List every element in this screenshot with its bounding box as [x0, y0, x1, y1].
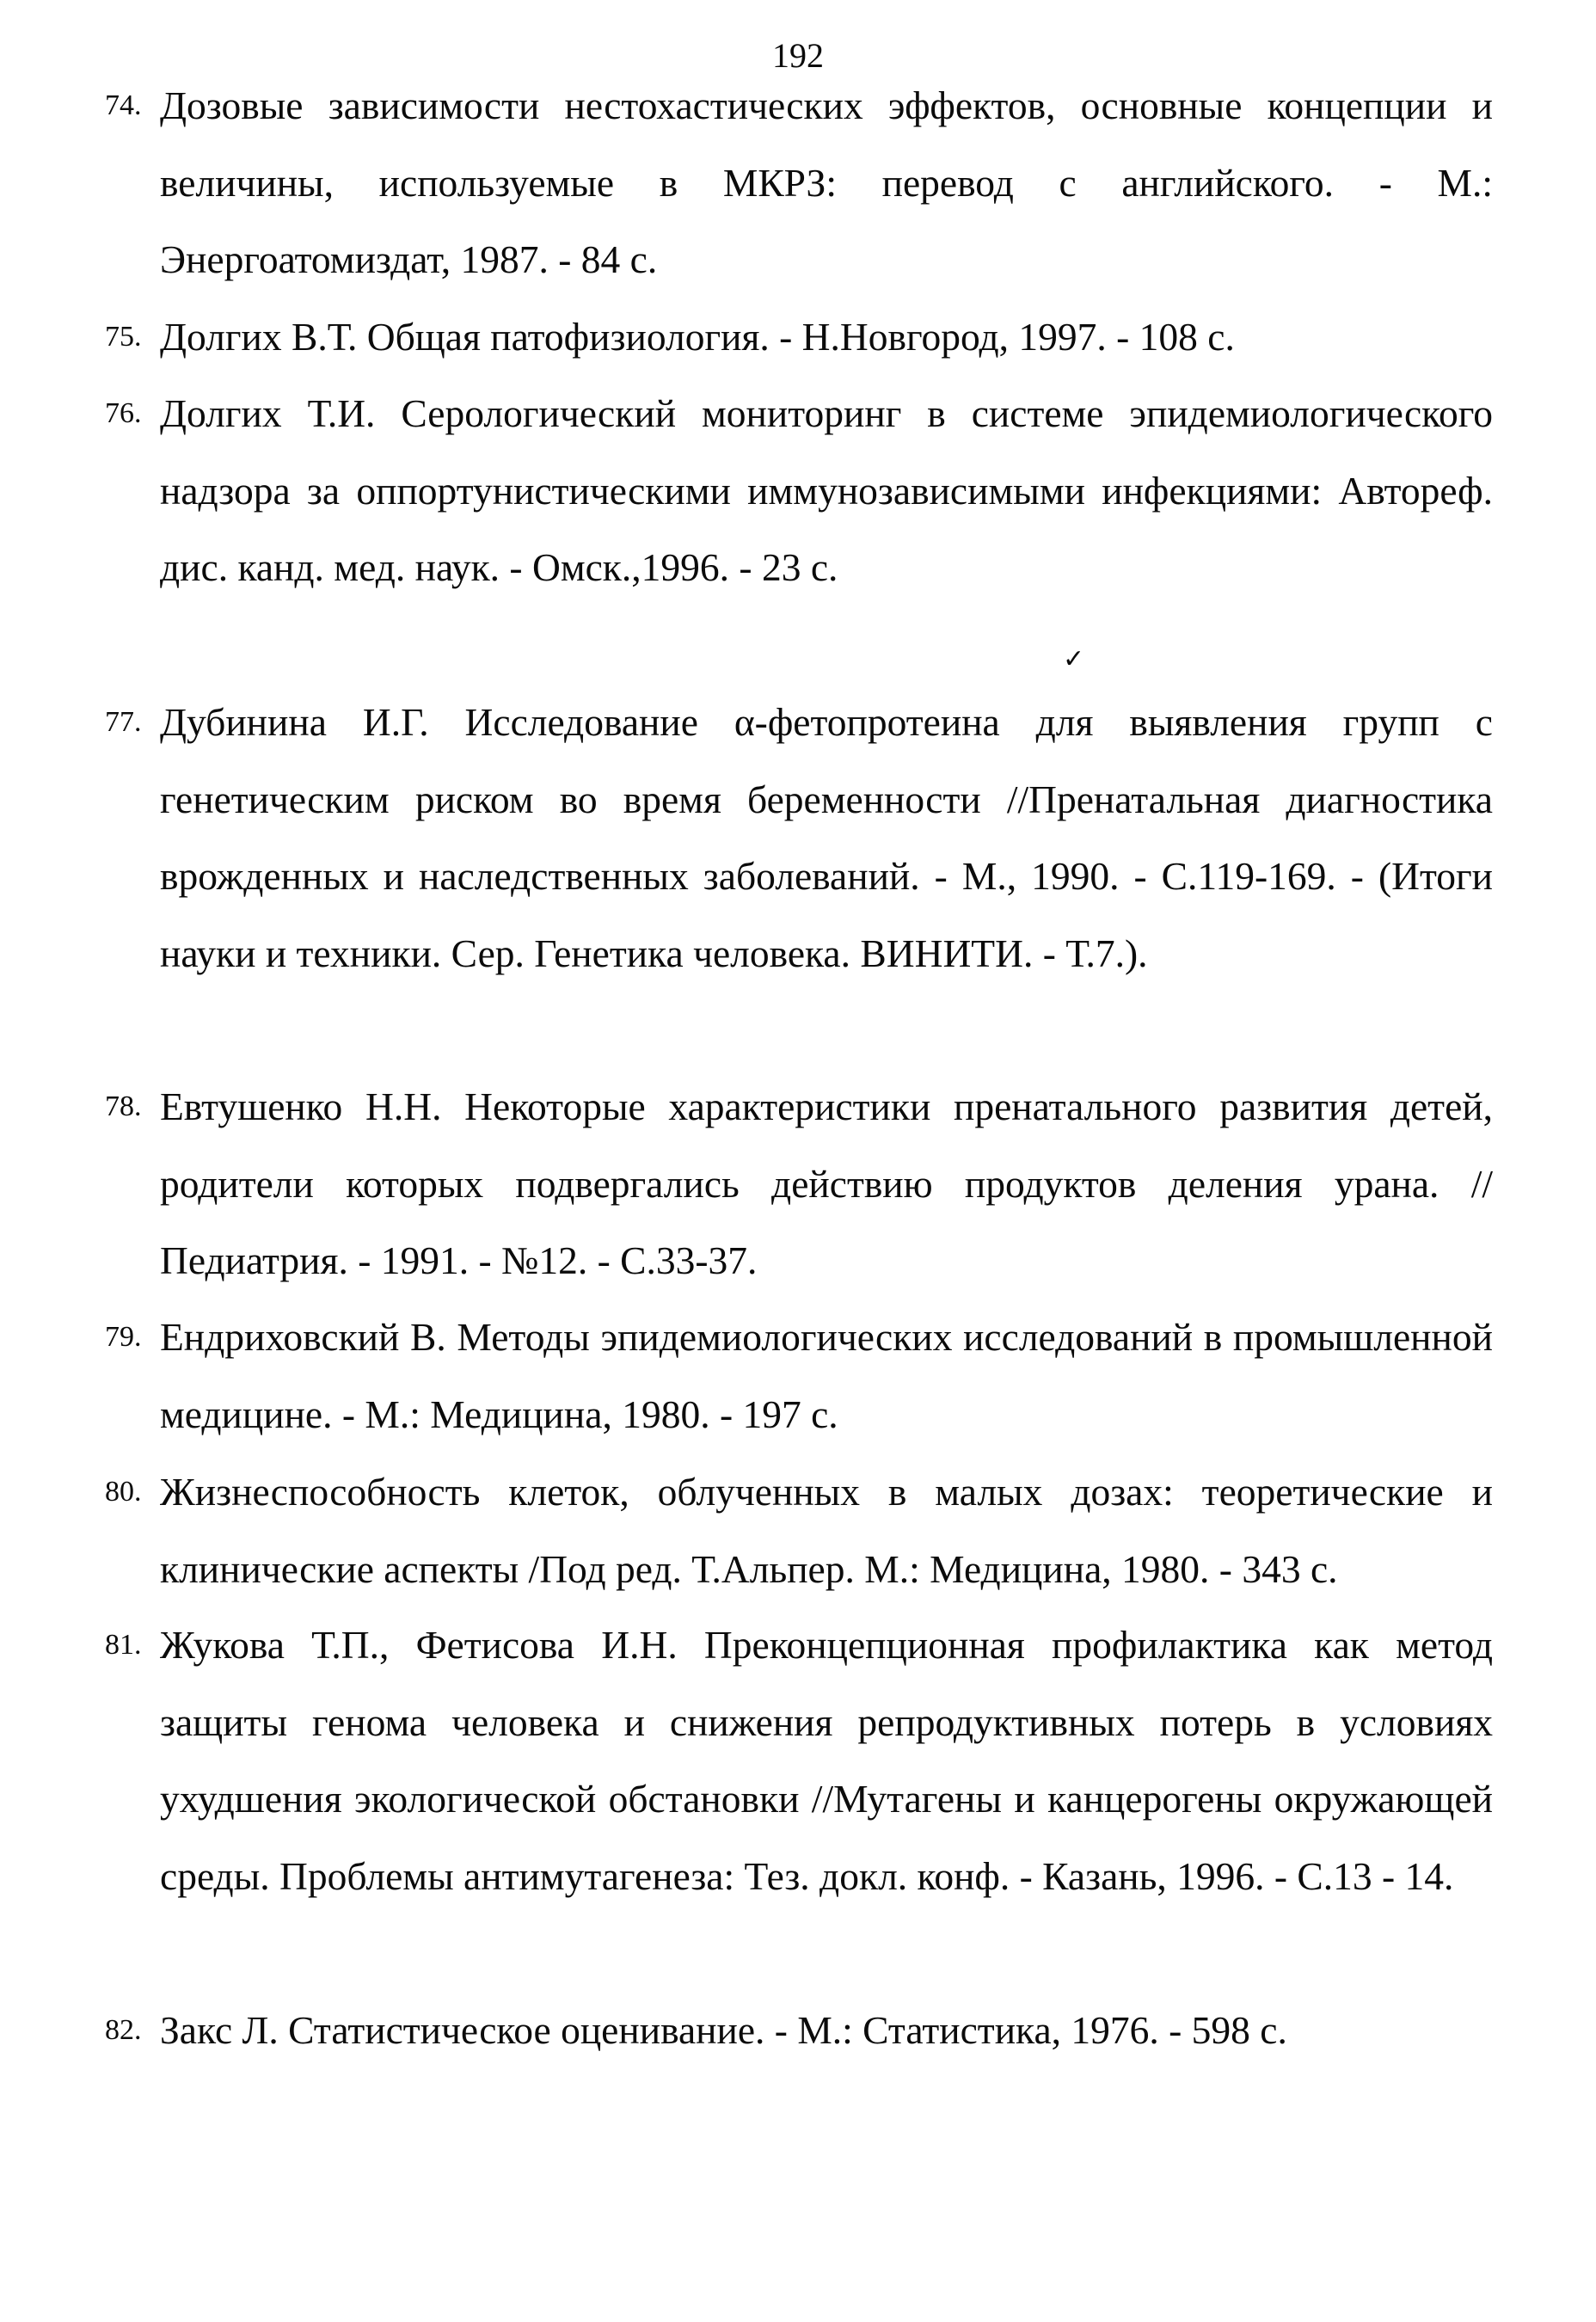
reference-number: 78. — [105, 1090, 142, 1122]
reference-number: 79. — [105, 1321, 142, 1353]
reference-text: Долгих В.Т. Общая патофизиология. - Н.Новгород, 1997. - 108 с. — [160, 315, 1235, 359]
stray-check-mark: ✓ — [1063, 645, 1085, 673]
reference-number: 77. — [105, 706, 142, 738]
reference-text: Ендриховский В. Методы эпидемиологических исследований в промышленной медицине. - М.: Медицина, 1980. - 197 с. — [160, 1315, 1493, 1436]
reference-number: 74. — [105, 89, 142, 121]
page-number: 192 — [772, 36, 824, 75]
reference-number: 81. — [105, 1629, 142, 1661]
reference-text: Жизнеспособность клеток, облученных в малых дозах: теоретические и клинические аспекты /Под ред. Т.Альпер. М.: Медицина, 1980. - 343 с. — [160, 1470, 1493, 1591]
reference-number: 75. — [105, 321, 142, 353]
reference-number: 82. — [105, 2014, 142, 2046]
reference-text: Дозовые зависимости нестохастических эффектов, основные концепции и величины, используемые в МКРЗ: перевод с английского. - М.: Энергоатомиздат, 1987. - 84 с. — [160, 83, 1493, 281]
reference-text: Жукова Т.П., Фетисова И.Н. Преконцепционная профилактика как метод защиты генома человека и снижения репродуктивных потерь в условиях ухудшения экологической обстановки //Мутагены и канцерогены окружающей среды. Проблемы антимутагенеза: Тез. докл. конф. - Казань, 1996. - С.13 - 14. — [160, 1623, 1493, 1898]
reference-number: 76. — [105, 397, 142, 429]
reference-number: 80. — [105, 1476, 142, 1508]
reference-text: Долгих Т.И. Серологический мониторинг в системе эпидемиологического надзора за оппортунистическими иммунозависимыми инфекциями: Автореф. дис. канд. мед. наук. - Омск.,1996. - 23 с. — [160, 391, 1493, 589]
reference-text: Евтушенко Н.Н. Некоторые характеристики пренатального развития детей, родители которых подвергались действию продуктов деления урана. //Педиатрия. - 1991. - №12. - С.33-37. — [160, 1084, 1493, 1282]
reference-text: Дубинина И.Г. Исследование α-фетопротеина для выявления групп с генетическим риском во время беременности //Пренатальная диагностика врожденных и наследственных заболеваний. - М., 1990. - С.119-169. - (Итоги науки и техники. Сер. Генетика человека. ВИНИТИ. - Т.7.). — [160, 700, 1493, 975]
reference-text: Закс Л. Статистическое оценивание. - М.: Статистика, 1976. - 598 с. — [160, 2008, 1287, 2052]
